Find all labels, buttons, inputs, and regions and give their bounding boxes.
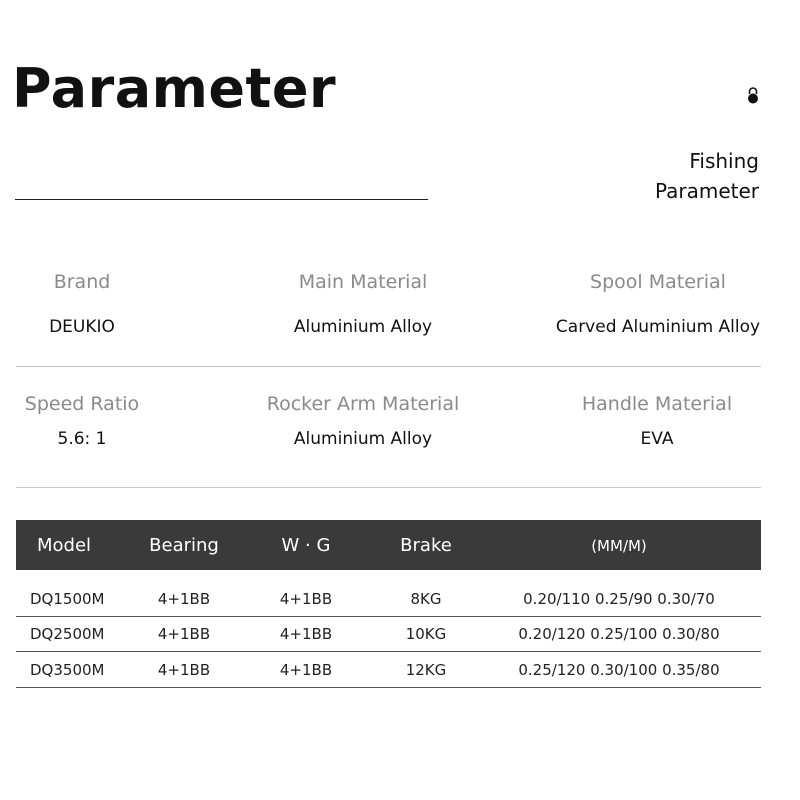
spec-rocker-arm-material	[233, 393, 493, 449]
cell-brake: 8KG	[410, 590, 442, 608]
cell-line-capacity: 0.20/120 0.25/100 0.30/80	[518, 625, 720, 643]
divider	[16, 487, 761, 488]
spec-value: Aluminium Alloy	[293, 429, 433, 449]
column-header-wg: W · G	[281, 535, 331, 556]
cell-wg: 4+1BB	[279, 590, 333, 608]
spec-label: Brand	[53, 271, 111, 293]
spec-value: Carved Aluminium Alloy	[555, 317, 761, 337]
subtitle-line-2: Parameter	[654, 179, 759, 203]
spec-brand	[0, 271, 212, 337]
table-row	[16, 580, 761, 617]
spec-label: Speed Ratio	[24, 393, 140, 415]
column-header-brake: Brake	[400, 535, 452, 556]
cell-brake: 12KG	[405, 661, 447, 679]
spec-value: DEUKIO	[49, 317, 115, 337]
spec-label: Rocker Arm Material	[266, 393, 460, 415]
column-header-bearing: Bearing	[149, 535, 219, 556]
spec-main-material	[233, 271, 493, 337]
spec-label: Main Material	[298, 271, 428, 293]
column-header-line-capacity: (MM/M)	[591, 537, 647, 555]
cell-wg: 4+1BB	[279, 625, 333, 643]
cell-bearing: 4+1BB	[157, 625, 211, 643]
column-header-model: Model	[36, 535, 92, 556]
divider	[16, 366, 761, 367]
spec-value: EVA	[640, 429, 674, 449]
cell-model: DQ2500M	[30, 625, 105, 643]
spec-value: 5.6: 1	[57, 429, 107, 449]
cell-model: DQ1500M	[30, 590, 105, 608]
lock-icon	[746, 86, 760, 104]
table-header	[16, 520, 761, 570]
spec-label: Handle Material	[581, 393, 733, 415]
table-row	[16, 615, 761, 652]
cell-line-capacity: 0.20/110 0.25/90 0.30/70	[523, 590, 715, 608]
spec-speed-ratio	[0, 393, 212, 449]
title-underline	[15, 199, 428, 200]
cell-model: DQ3500M	[30, 661, 105, 679]
spec-spool-material	[528, 271, 788, 337]
cell-bearing: 4+1BB	[157, 661, 211, 679]
table-row	[16, 651, 761, 688]
subtitle-line-1: Fishing	[689, 149, 759, 173]
spec-handle-material	[527, 393, 787, 449]
cell-line-capacity: 0.25/120 0.30/100 0.35/80	[518, 661, 720, 679]
cell-wg: 4+1BB	[279, 661, 333, 679]
cell-brake: 10KG	[405, 625, 447, 643]
page-title: Parameter	[12, 57, 337, 120]
spec-value: Aluminium Alloy	[293, 317, 433, 337]
section-subtitle	[655, 146, 759, 206]
spec-label: Spool Material	[590, 271, 726, 293]
cell-bearing: 4+1BB	[157, 590, 211, 608]
